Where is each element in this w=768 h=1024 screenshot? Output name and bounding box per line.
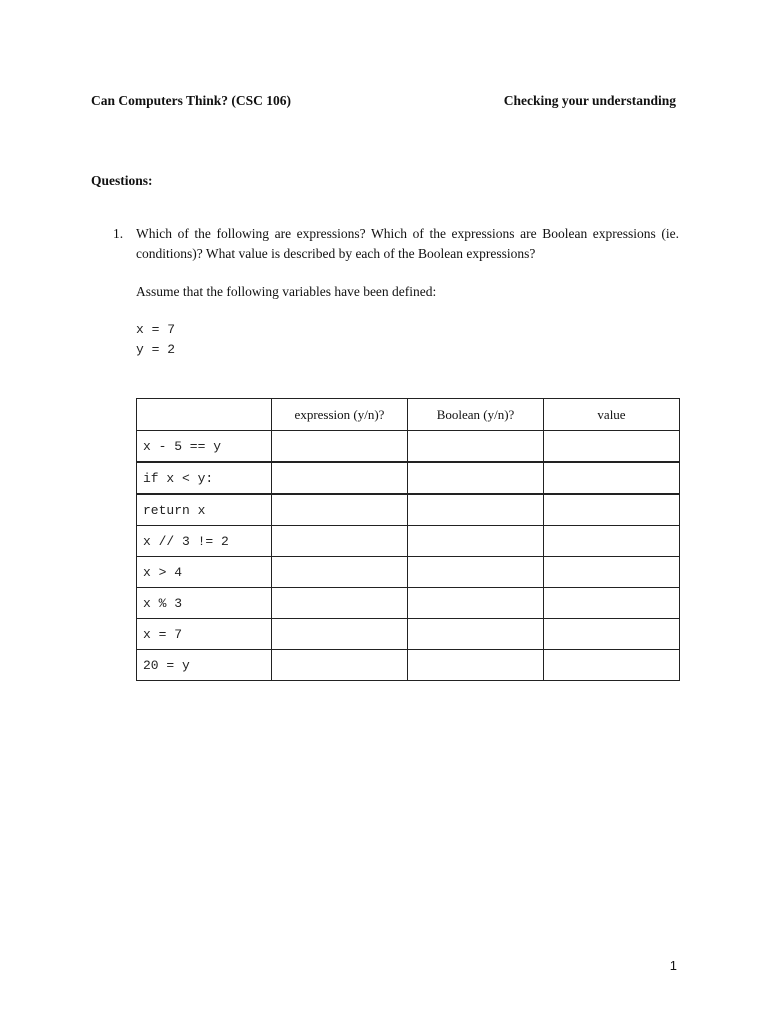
boolean-answer-cell[interactable]: [408, 619, 544, 650]
question-text: Which of the following are expressions? Which of the expressions are Boolean expressions (ie. conditions)? What value is described by each of the Boolean expressions?: [136, 226, 679, 261]
table-row: [137, 619, 680, 650]
boolean-answer-cell[interactable]: [408, 557, 544, 588]
value-answer-cell[interactable]: [544, 431, 680, 463]
question-1: [113, 224, 679, 263]
worksheet-title: Checking your understanding: [503, 93, 676, 108]
code-line-y: y = 2: [136, 342, 176, 357]
expression-cell: x // 3 != 2: [137, 526, 272, 557]
boolean-answer-cell[interactable]: [408, 494, 544, 526]
expression-answer-cell[interactable]: [272, 557, 408, 588]
expression-answer-cell[interactable]: [272, 494, 408, 526]
table-header-row: [137, 399, 680, 431]
value-answer-cell[interactable]: [544, 494, 680, 526]
questions-heading: Questions:: [91, 173, 153, 188]
header-blank: [137, 399, 272, 431]
table-row: [137, 650, 680, 681]
boolean-answer-cell[interactable]: [408, 588, 544, 619]
boolean-answer-cell[interactable]: [408, 462, 544, 494]
course-title: Can Computers Think? (CSC 106): [91, 93, 292, 108]
value-answer-cell[interactable]: [544, 557, 680, 588]
question-number: 1.: [113, 226, 124, 241]
code-line-x: x = 7: [136, 322, 176, 337]
expression-answer-cell[interactable]: [272, 462, 408, 494]
table-row: [137, 494, 680, 526]
table-row: [137, 462, 680, 494]
header-expression: expression (y/n)?: [272, 399, 408, 431]
value-answer-cell[interactable]: [544, 462, 680, 494]
header-boolean: Boolean (y/n)?: [408, 399, 544, 431]
boolean-answer-cell[interactable]: [408, 431, 544, 463]
table-row: [137, 588, 680, 619]
expression-answer-cell[interactable]: [272, 650, 408, 681]
expression-cell: if x < y:: [137, 462, 272, 494]
table-row: [137, 557, 680, 588]
expression-cell: x > 4: [137, 557, 272, 588]
value-answer-cell[interactable]: [544, 619, 680, 650]
expression-answer-cell[interactable]: [272, 588, 408, 619]
boolean-answer-cell[interactable]: [408, 650, 544, 681]
question-assumption: Assume that the following variables have been defined:: [136, 284, 437, 299]
answer-table: [136, 398, 680, 681]
expression-answer-cell[interactable]: [272, 526, 408, 557]
value-answer-cell[interactable]: [544, 650, 680, 681]
table-row: [137, 526, 680, 557]
expression-cell: 20 = y: [137, 650, 272, 681]
value-answer-cell[interactable]: [544, 526, 680, 557]
expression-cell: x = 7: [137, 619, 272, 650]
table-row: [137, 431, 680, 463]
page-number: 1: [669, 958, 677, 973]
expression-answer-cell[interactable]: [272, 431, 408, 463]
expression-answer-cell[interactable]: [272, 619, 408, 650]
expression-cell: x % 3: [137, 588, 272, 619]
header-value: value: [544, 399, 680, 431]
boolean-answer-cell[interactable]: [408, 526, 544, 557]
expression-cell: x - 5 == y: [137, 431, 272, 463]
expression-cell: return x: [137, 494, 272, 526]
value-answer-cell[interactable]: [544, 588, 680, 619]
